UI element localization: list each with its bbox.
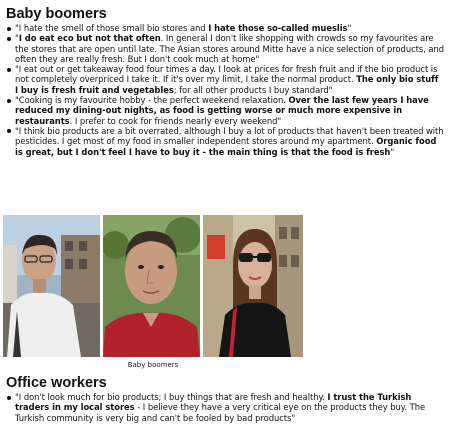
quote-text: - I believe they have a very critical eye on the products they buy. The Turkish community is very big and can't be fooled by bad products": [15, 402, 426, 423]
quote-text: "I eat out or get takeaway food four times a day. I look at prices for fresh fruit and if the bio product is not completely overpriced I take it. If it's over my limit, I take the normal product.: [15, 64, 438, 85]
page-content: [6, 6, 444, 157]
photo-man-glasses: [3, 215, 100, 357]
quote-highlight: The only bio stuff I buy is fresh fruit and vegetables: [15, 74, 439, 95]
quote-list-office-workers: [6, 392, 444, 423]
photo-man-red-shirt: [103, 215, 200, 357]
photo-strip: [3, 215, 303, 361]
quote-highlight: Over the last few years I have reduced my dining-out nights, as food is getting worse or much more expensive in restaurants: [15, 95, 429, 126]
quote-text: "I don't look much for bio products; I buy things that are fresh and healthy.: [15, 392, 328, 402]
quote-text: ; for all other products I buy standard": [173, 84, 333, 95]
quote-item: [6, 23, 444, 33]
quote-text: "Cooking is my favourite hobby - the perfect weekend relaxation.: [15, 95, 289, 106]
quote-highlight: I hate those so-called mueslis: [208, 23, 348, 33]
photo-woman-sunglasses: [203, 215, 303, 357]
quote-text: "I think bio products are a bit overrated, although I buy a lot of products that haven't been treated with pesticides. I get most of my food in smaller independent stores around my apartment.: [15, 125, 444, 147]
quote-text: "I hate the smell of those small bio stores and: [15, 23, 209, 33]
section-title-baby-boomers: Baby boomers: [6, 6, 107, 22]
quote-text: ": [347, 23, 352, 33]
quote-item: [6, 126, 444, 157]
quote-item: [6, 392, 444, 423]
quote-text: ": [390, 146, 395, 157]
quote-highlight: Organic food is great, but I don't feel I have to buy it - the main thing is that the food is fresh: [15, 136, 437, 157]
section-title-office-workers: Office workers: [6, 375, 107, 391]
quote-item: [6, 33, 444, 64]
quote-highlight: I do eat eco but not that often: [18, 33, 161, 44]
quote-item: [6, 64, 444, 95]
photo-caption: Baby boomers: [127, 361, 179, 369]
office-workers-section: [6, 375, 444, 423]
quote-list-baby-boomers: [6, 23, 444, 157]
quote-highlight: I trust the Turkish traders in my local stores: [15, 392, 412, 413]
quote-text: . I prefer to cook for friends nearly every weekend": [69, 115, 282, 126]
quote-item: [6, 95, 444, 126]
quote-text: ": [15, 33, 19, 44]
quote-text: . In general I don't like shopping with crowds so my favourites are the stores that are open until late. The Asian stores around Mitte have a nice selection of products, and often they are really fresh. But I don't cook much at home": [15, 33, 445, 64]
